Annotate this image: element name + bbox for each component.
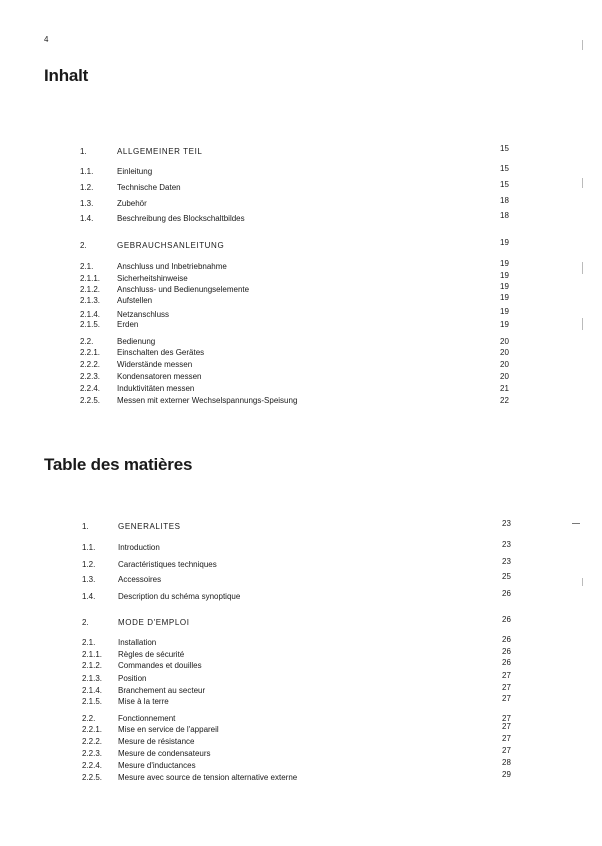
toc-number: 2.1.1. <box>80 274 101 283</box>
toc-page: 26 <box>502 658 511 667</box>
toc-page: 19 <box>500 271 509 280</box>
toc-number: 1.3. <box>80 199 94 208</box>
toc-title: Mesure de condensateurs <box>118 749 211 758</box>
toc-page: 20 <box>500 360 509 369</box>
scan-mark <box>582 178 583 188</box>
toc-number: 2.1.1. <box>82 650 103 659</box>
toc-title: Einschalten des Gerätes <box>117 348 205 357</box>
scan-mark <box>582 578 583 586</box>
toc-page: 19 <box>500 259 509 268</box>
scan-mark <box>582 40 583 50</box>
toc-number: 1.1. <box>80 167 94 176</box>
toc-title: Commandes et douilles <box>118 661 202 670</box>
toc-page: 26 <box>502 635 511 644</box>
toc-title: Fonctionnement <box>118 714 176 723</box>
toc-number: 2.1.2. <box>80 285 101 294</box>
toc-title: Mesure de résistance <box>118 737 195 746</box>
toc-number: 1.4. <box>82 592 96 601</box>
toc-title: Position <box>118 674 147 683</box>
toc-number: 2.2.1. <box>82 725 103 734</box>
toc-page: 22 <box>500 396 509 405</box>
toc-page: 18 <box>500 211 509 220</box>
heading-table-des-matieres: Table des matières <box>44 455 193 474</box>
toc-number: 1.1. <box>82 543 96 552</box>
toc-page: 23 <box>502 519 511 528</box>
toc-title: Bedienung <box>117 337 156 346</box>
heading-inhalt: Inhalt <box>44 66 89 85</box>
toc-title: Description du schéma synoptique <box>118 592 241 601</box>
toc-page: 23 <box>502 540 511 549</box>
toc-page: 25 <box>502 572 511 581</box>
toc-title: Anschluss und Inbetriebnahme <box>117 262 227 271</box>
toc-title: Technische Daten <box>117 183 181 192</box>
toc-title: Aufstellen <box>117 296 153 305</box>
toc-number: 2.1.2. <box>82 661 103 670</box>
scan-mark <box>582 262 583 274</box>
toc-number: 2.1.5. <box>82 697 103 706</box>
toc-title: Induktivitäten messen <box>117 384 195 393</box>
toc-page: 19 <box>500 320 509 329</box>
toc-number: 2.2.2. <box>82 737 103 746</box>
toc-title: Branchement au secteur <box>118 686 206 695</box>
toc-page: 27 <box>502 683 511 692</box>
toc-title: ALLGEMEINER TEIL <box>117 147 203 156</box>
scan-mark <box>582 318 583 330</box>
toc-page: 15 <box>500 164 509 173</box>
toc-page: 19 <box>500 238 509 247</box>
toc-title: Accessoires <box>118 575 162 584</box>
toc-title: Zubehör <box>117 199 147 208</box>
toc-number: 2.2.5. <box>82 773 103 782</box>
toc-page: 29 <box>502 770 511 779</box>
toc-page: 19 <box>500 282 509 291</box>
toc-title: Kondensatoren messen <box>117 372 202 381</box>
toc-page: 20 <box>500 372 509 381</box>
toc-number: 1.2. <box>82 560 96 569</box>
page-number: 4 <box>44 35 49 44</box>
toc-number: 2. <box>82 618 89 627</box>
toc-title: Introduction <box>118 543 160 552</box>
toc-title: Einleitung <box>117 167 153 176</box>
toc-title: GENERALITES <box>118 522 181 531</box>
toc-page: 20 <box>500 337 509 346</box>
toc-number: 2.2.4. <box>80 384 101 393</box>
toc-number: 2.2.5. <box>80 396 101 405</box>
toc-page: 28 <box>502 758 511 767</box>
toc-page: 27 <box>502 746 511 755</box>
toc-number: 2.2.3. <box>80 372 101 381</box>
toc-title: Mesure avec source de tension alternative externe <box>118 773 298 782</box>
toc-number: 2.1. <box>82 638 96 647</box>
toc-title: Widerstände messen <box>117 360 193 369</box>
toc-page: 23 <box>502 557 511 566</box>
toc-number: 2.2.1. <box>80 348 101 357</box>
toc-page: 19 <box>500 293 509 302</box>
toc-title: Netzanschluss <box>117 310 170 319</box>
toc-number: 2.2. <box>82 714 96 723</box>
toc-number: 1.3. <box>82 575 96 584</box>
toc-number: 2. <box>80 241 87 250</box>
toc-number: 2.1.4. <box>82 686 103 695</box>
toc-title: Sicherheitshinweise <box>117 274 188 283</box>
toc-page: 15 <box>500 180 509 189</box>
toc-number: 2.2.3. <box>82 749 103 758</box>
toc-page: 26 <box>502 647 511 656</box>
toc-title: Caractéristiques techniques <box>118 560 217 569</box>
toc-page: 27 <box>502 671 511 680</box>
toc-title: MODE D'EMPLOI <box>118 618 190 627</box>
toc-number: 2.2.2. <box>80 360 101 369</box>
toc-page: 27 <box>502 714 511 723</box>
toc-number: 2.1.4. <box>80 310 101 319</box>
toc-title: Anschluss- und Bedienungselemente <box>117 285 250 294</box>
toc-number: 2.2.4. <box>82 761 103 770</box>
toc-title: Erden <box>117 320 139 329</box>
toc-title: Règles de sécurité <box>118 650 185 659</box>
toc-page: 27 <box>502 722 511 731</box>
scan-mark <box>572 523 580 524</box>
toc-title: Mise en service de l'appareil <box>118 725 219 734</box>
toc-number: 1.4. <box>80 214 94 223</box>
toc-title: Mise à la terre <box>118 697 169 706</box>
toc-page: 26 <box>502 589 511 598</box>
toc-number: 2.1.3. <box>82 674 103 683</box>
toc-title: Installation <box>118 638 157 647</box>
toc-title: Mesure d'inductances <box>118 761 196 770</box>
toc-number: 1.2. <box>80 183 94 192</box>
toc-number: 2.1. <box>80 262 94 271</box>
toc-page: 21 <box>500 384 509 393</box>
toc-title: GEBRAUCHSANLEITUNG <box>117 241 225 250</box>
toc-page: 20 <box>500 348 509 357</box>
toc-number: 2.2. <box>80 337 94 346</box>
toc-title: Beschreibung des Blockschaltbildes <box>117 214 245 223</box>
toc-title: Messen mit externer Wechselspannungs-Speisung <box>117 396 298 405</box>
toc-number: 1. <box>80 147 87 156</box>
toc-page: 15 <box>500 144 509 153</box>
toc-number: 2.1.5. <box>80 320 101 329</box>
toc-number: 1. <box>82 522 89 531</box>
toc-page: 27 <box>502 734 511 743</box>
toc-page: 19 <box>500 307 509 316</box>
toc-page: 26 <box>502 615 511 624</box>
toc-page: 18 <box>500 196 509 205</box>
toc-page: 27 <box>502 694 511 703</box>
toc-number: 2.1.3. <box>80 296 101 305</box>
